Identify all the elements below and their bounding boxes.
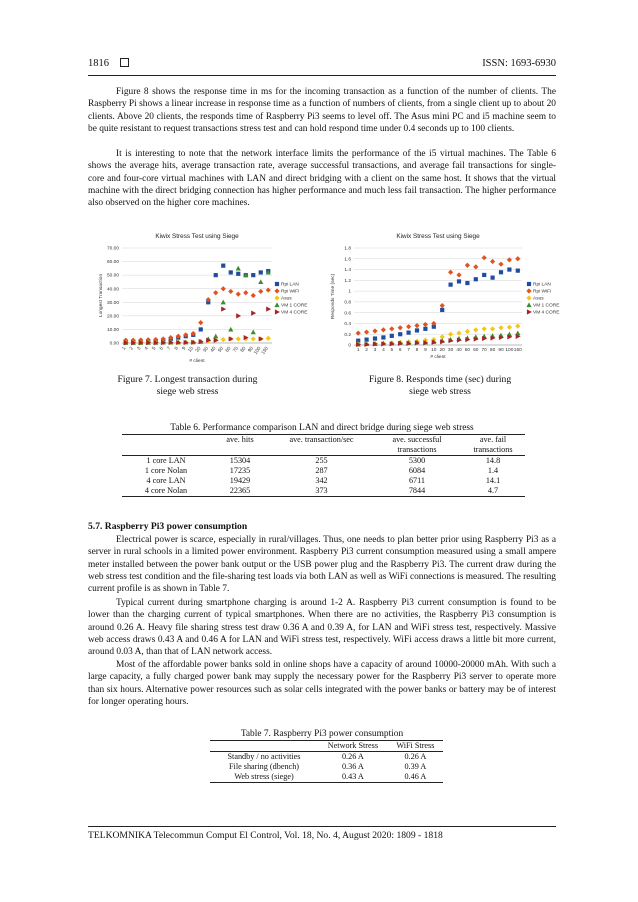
data-point <box>390 334 394 338</box>
y-tick-label: 1.2 <box>344 278 351 284</box>
table-row <box>122 456 525 467</box>
table-cell: 373 <box>315 486 328 495</box>
table-cell: 22365 <box>229 486 251 495</box>
y-tick-label: 1.6 <box>344 257 351 263</box>
y-tick-label: 60.00 <box>106 260 119 266</box>
table-cell: 0.26 A <box>341 752 364 761</box>
data-point <box>251 273 255 277</box>
table-row <box>210 772 443 783</box>
legend-label: Rpi LAN <box>533 282 551 288</box>
x-tick-label: 8 <box>415 348 419 353</box>
data-point <box>440 308 444 312</box>
x-tick-label: 1 <box>356 348 360 353</box>
data-point <box>236 313 241 318</box>
y-tick-label: 40.00 <box>106 287 119 293</box>
x-tick-label: 150 <box>513 348 522 353</box>
table-cell: 255 <box>315 456 328 465</box>
data-point <box>373 336 377 340</box>
figure-8-chart <box>330 226 560 366</box>
data-point <box>415 328 419 332</box>
table-6 <box>122 435 525 497</box>
data-point <box>221 264 225 268</box>
table-cell: 6084 <box>408 466 426 475</box>
data-point <box>516 269 520 273</box>
data-point <box>228 289 233 294</box>
legend-marker <box>275 282 279 286</box>
table-cell: Standby / no activities <box>227 752 301 761</box>
x-axis-label: # client <box>430 355 446 360</box>
data-point <box>214 273 218 277</box>
legend-label: Rpi LAN <box>281 282 299 288</box>
table-cell: Web stress (siege) <box>234 772 294 781</box>
table-header-cell <box>210 741 318 752</box>
data-point <box>473 264 478 269</box>
data-point <box>389 326 394 331</box>
paragraph-3: Electrical power is scarce, especially in rural/villages. Thus, one needs to plan better prior using Raspberry Pi3 as a server in rural schools in a limited power environment. Raspberry Pi3 current consumption measured using a small ampere meter installed between the power bank output or the USB power plug and the Raspberry Pi3. The current draw during the web stress test condition and the file-sharing test loads via both LAN as well as WiFi connections is measured. The resulting current profile is as shown in Table 7. <box>88 535 556 595</box>
table-row <box>122 466 525 476</box>
x-tick-label: 30 <box>447 348 454 353</box>
y-tick-label: 0.8 <box>344 300 351 306</box>
table-cell: 0.39 A <box>404 762 427 771</box>
data-point <box>243 290 248 295</box>
paragraph-5: Most of the affordable power banks sold in online shops have a capacity of around 10000-20000 mAh. With such a large capacity, a fully charged power bank may supply the necessary power for the Raspberry Pi3 server to operate more than six hours. Alternative power resources such as solar cells integrated with the power banks or battery may be of interest for longer operating hours. <box>88 660 556 707</box>
data-point <box>221 300 226 305</box>
legend-marker <box>275 309 280 314</box>
table-header-cell: ave. hits <box>226 435 254 444</box>
table-header-cell: Network Stress <box>327 741 379 750</box>
legend-label: VM 4 CORE <box>281 310 308 316</box>
data-point <box>259 270 263 274</box>
footer-rule <box>88 826 556 827</box>
table-cell: File sharing (dbench) <box>228 762 300 771</box>
data-point <box>381 327 386 332</box>
x-tick-label: 3 <box>136 346 143 352</box>
y-tick-label: 10.00 <box>106 328 119 334</box>
page-number: 1816 <box>88 58 129 69</box>
x-tick-label: 6 <box>398 348 402 353</box>
paragraph-4: Typical current during smartphone charging is around 1-2 A. Raspberry Pi3 current consumption is found to be lower than the charging current of typical smartphones. When there are no activities, the Raspberry Pi3 consumption is around 0.26 A. Heavy file sharing stress test draw 0.36 A and 0.39 A, for LAN and WiFi stress test, respectively. Massive web access draws 0.43 A and 0.46 A for LAN and WiFi stress test, respectively. WiFi access draws a little bit more current, around 0.03 A, than that of LAN network access. <box>88 598 556 658</box>
data-point <box>407 331 411 335</box>
table-cell: 5300 <box>408 456 426 465</box>
table-cell: 1.4 <box>487 466 499 475</box>
table-cell: 4 core Nolan <box>144 486 188 495</box>
x-tick-label: 60 <box>473 348 479 353</box>
legend-label: Rpi WiFi <box>533 289 552 295</box>
y-tick-label: 50.00 <box>106 273 119 279</box>
table-header-cell <box>122 435 210 456</box>
data-point <box>251 311 256 316</box>
y-tick-label: 0.00 <box>109 341 119 347</box>
data-point <box>266 306 271 311</box>
data-point <box>236 292 241 297</box>
table-cell: 0.46 A <box>404 772 427 781</box>
x-tick-label: 40 <box>210 346 218 354</box>
y-tick-label: 1.4 <box>344 268 351 274</box>
table-cell: 6711 <box>408 476 426 485</box>
table-cell: 19429 <box>229 476 251 485</box>
legend-marker <box>274 295 279 300</box>
data-point <box>507 257 512 262</box>
data-point <box>498 325 503 330</box>
data-point <box>491 276 495 280</box>
x-tick-label: 100 <box>505 348 514 353</box>
data-point <box>398 332 402 336</box>
data-point <box>448 270 453 275</box>
table-cell: 1 core LAN <box>146 456 186 465</box>
y-axis-label: Responds Time (sec) <box>331 273 336 320</box>
table-header-row <box>122 435 525 456</box>
data-point <box>251 330 256 335</box>
y-tick-label: 30.00 <box>106 300 119 306</box>
data-point <box>236 266 241 271</box>
table-cell: 4 core LAN <box>146 476 186 485</box>
data-point <box>414 323 419 328</box>
x-tick-label: 2 <box>129 346 135 352</box>
data-point <box>473 327 478 332</box>
x-tick-label: 9 <box>181 346 188 352</box>
x-tick-label: 8 <box>174 346 180 352</box>
data-point <box>221 286 226 291</box>
data-point <box>490 326 495 331</box>
checkbox-square-icon <box>120 58 129 67</box>
data-point <box>199 327 203 331</box>
header-rule <box>88 75 556 76</box>
table-6-caption: Table 6. Performance comparison LAN and direct bridge during siege web stress <box>170 423 474 433</box>
legend-label: Asus <box>533 296 544 302</box>
table-row <box>210 752 443 763</box>
data-point <box>456 272 461 277</box>
x-tick-label: 50 <box>464 348 471 353</box>
table-row <box>122 486 525 497</box>
x-tick-label: 4 <box>144 346 150 352</box>
y-tick-label: 1 <box>348 289 351 295</box>
legend-label: VM 1 CORE <box>281 303 308 309</box>
data-point <box>236 272 240 276</box>
legend-marker <box>527 309 532 314</box>
data-point <box>258 289 263 294</box>
data-point <box>406 324 411 329</box>
table-cell: 0.43 A <box>341 772 364 781</box>
data-point <box>251 293 256 298</box>
table-row <box>210 762 443 772</box>
paragraph-1: Figure 8 shows the response time in ms for the incoming transaction as a function of the number of clients. The Raspberry Pi shows a linear increase in response time as a function of numbers of clients, from a single client up to about 20 clients. Above 20 clients, the responds time of Raspberry Pi3 seems to level off. The Asus mini PC and i5 machine seem to be quite resistant to request transactions stress test and can hold respond time under 0.4 seconds up to 100 clients. <box>88 87 556 134</box>
data-point <box>482 255 487 260</box>
figure-7-caption: Figure 7. Longest transaction during siege web stress <box>117 374 258 397</box>
x-tick-label: 5 <box>390 348 394 353</box>
x-tick-label: 10 <box>187 346 195 354</box>
table-cell: 14.1 <box>485 476 501 485</box>
table-cell: 17235 <box>229 466 251 475</box>
data-point <box>507 267 511 271</box>
table-cell: 15304 <box>229 456 251 465</box>
legend-marker <box>526 302 531 307</box>
x-tick-label: 20 <box>439 348 445 353</box>
data-point <box>356 331 361 336</box>
data-point <box>221 306 226 311</box>
table-cell: 7844 <box>408 486 426 495</box>
table-cell: 4.7 <box>487 486 499 495</box>
x-tick-label: 9 <box>424 348 427 353</box>
data-point <box>465 329 470 334</box>
x-tick-label: 2 <box>365 348 368 353</box>
data-point <box>515 324 520 329</box>
data-point <box>482 326 487 331</box>
x-tick-label: 100 <box>253 346 263 356</box>
x-tick-label: 7 <box>407 348 410 353</box>
figure-8-caption: Figure 8. Responds time (sec) during siege web stress <box>368 374 512 397</box>
data-point <box>213 290 218 295</box>
legend-label: VM 4 CORE <box>533 310 560 316</box>
data-point <box>507 325 512 330</box>
table-7 <box>210 741 443 783</box>
table-header-row <box>210 741 443 752</box>
x-tick-label: 1 <box>121 346 128 352</box>
footer-text: TELKOMNIKA Telecommun Comput El Control, Vol. 18, No. 4, August 2020: 1809 - 1818 <box>88 830 443 841</box>
issn: ISSN: 1693-6930 <box>482 58 556 69</box>
table-cell: 0.26 A <box>404 752 427 761</box>
figure-7-chart <box>88 226 308 364</box>
table-cell: 0.36 A <box>341 762 364 771</box>
data-point <box>364 329 369 334</box>
x-tick-label: 40 <box>456 348 462 353</box>
data-point <box>465 281 469 285</box>
x-tick-label: 5 <box>151 346 158 352</box>
data-point <box>251 336 256 341</box>
legend-marker <box>526 295 531 300</box>
table-header-cell: ave. successful transactions <box>392 435 442 454</box>
table-cell: 14.8 <box>485 456 501 465</box>
data-point <box>515 256 520 261</box>
x-tick-label: 70 <box>232 346 240 354</box>
x-tick-label: 80 <box>489 348 496 353</box>
data-point <box>465 263 470 268</box>
chart-title: Kiwix Stress Test using Siege <box>155 233 239 240</box>
data-point <box>440 303 445 308</box>
x-tick-label: 80 <box>240 346 248 354</box>
data-point <box>498 262 503 267</box>
y-tick-label: 1.8 <box>344 246 351 252</box>
x-tick-label: 90 <box>247 346 255 354</box>
x-tick-label: 150 <box>261 346 270 356</box>
x-tick-label: 10 <box>431 348 437 353</box>
x-tick-label: 7 <box>166 346 173 352</box>
data-point <box>449 283 453 287</box>
x-tick-label: 50 <box>217 346 225 354</box>
data-point <box>372 328 377 333</box>
data-point <box>198 320 203 325</box>
y-tick-label: 0 <box>348 343 351 349</box>
data-point <box>236 336 241 341</box>
data-point <box>482 273 486 277</box>
legend-label: Asus <box>281 296 292 302</box>
data-point <box>398 325 403 330</box>
table-row <box>122 476 525 486</box>
data-point <box>474 277 478 281</box>
data-point <box>423 322 428 327</box>
y-tick-label: 70.00 <box>106 246 119 252</box>
table-cell: 287 <box>315 466 328 475</box>
legend-marker <box>274 288 279 293</box>
legend-label: Rpi WiFi <box>281 289 300 295</box>
data-point <box>266 287 271 292</box>
y-tick-label: 0.4 <box>344 322 351 328</box>
table-header-cell: ave. fail transactions <box>473 435 513 454</box>
data-point <box>258 279 263 284</box>
x-tick-label: 6 <box>159 346 165 352</box>
table-header-cell: ave. transaction/sec <box>289 435 354 444</box>
table-7-caption: Table 7. Raspberry Pi3 power consumption <box>240 729 404 739</box>
data-point <box>213 334 218 339</box>
x-tick-label: 4 <box>382 348 385 353</box>
legend-marker <box>526 288 531 293</box>
data-point <box>448 332 453 337</box>
paragraph-2: It is interesting to note that the network interface limits the performance of the i5 virtual machines. The Table 6 shows the average hits, average transaction rate, average successful transactions, and average fail transactions for single-core and four-core virtual machines with LAN and direct bridging with a client on the same host. It shows that the virtual machine with the direct bridging connection has higher performance and much less fail transaction. The higher performance also observed on the higher core machines. <box>88 149 556 209</box>
y-tick-label: 20.00 <box>106 314 119 320</box>
x-tick-label: 3 <box>373 348 377 353</box>
table-cell: 1 core Nolan <box>144 466 188 475</box>
data-point <box>457 279 461 283</box>
y-tick-label: 0.2 <box>344 332 351 338</box>
data-point <box>266 336 271 341</box>
table-cell: 342 <box>315 476 328 485</box>
x-tick-label: 30 <box>202 346 210 354</box>
legend-label: VM 1 CORE <box>533 303 560 309</box>
data-point <box>490 259 495 264</box>
data-point <box>229 270 233 274</box>
section-title: 5.7. Raspberry Pi3 power consumption <box>88 521 248 532</box>
y-tick-label: 0.6 <box>344 311 351 317</box>
legend-marker <box>274 302 279 307</box>
x-tick-label: 60 <box>225 346 233 354</box>
data-point <box>365 338 369 342</box>
x-tick-label: 70 <box>481 348 487 353</box>
chart-title: Kiwix Stress Test using Siege <box>396 233 480 240</box>
data-point <box>456 331 461 336</box>
data-point <box>423 327 427 331</box>
x-axis-label: # client <box>189 359 205 364</box>
legend-marker <box>527 282 531 286</box>
y-axis-label: Longest Transaction <box>99 273 104 318</box>
x-tick-label: 90 <box>498 348 504 353</box>
x-tick-label: 20 <box>195 346 203 354</box>
table-header-cell: WiFi Stress <box>396 741 435 750</box>
data-point <box>221 337 226 342</box>
data-point <box>499 270 503 274</box>
data-point <box>381 335 385 339</box>
